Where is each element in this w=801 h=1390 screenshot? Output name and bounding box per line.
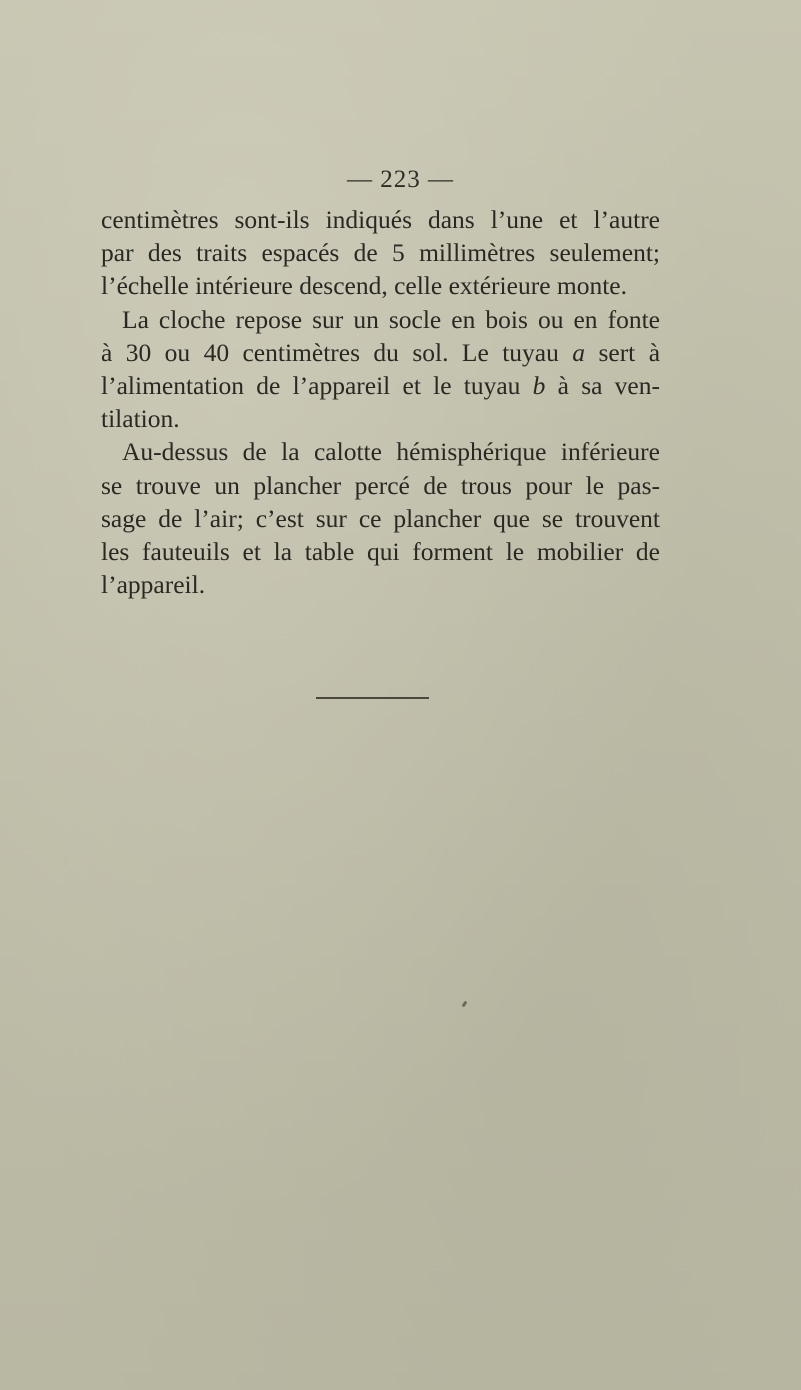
variable-a: a [572, 337, 586, 367]
text-line: l’échelle intérieure descend, celle extérieure monte. [101, 271, 627, 301]
text-line: centimètres sont-ils indiqués dans l’une et l’autre [101, 205, 660, 234]
text-line: Au-dessus de la calotte hémisphérique inférieure [122, 437, 660, 467]
text-segment: sert à [598, 337, 661, 367]
page-number: — 223 — [347, 166, 454, 193]
text-segment: l’alimentation de l’appareil et le tuyau [101, 371, 521, 401]
text-line: les fauteuils et la table qui forment le mobilier de [101, 537, 660, 567]
paper-speck [462, 1001, 468, 1008]
text-line-with-variable [101, 336, 660, 369]
variable-b: b [532, 371, 546, 401]
text-segment: à 30 ou 40 centimètres du sol. Le tuyau [101, 337, 559, 367]
text-segment: à sa ven- [557, 371, 660, 401]
text-line: sage de l’air; c’est sur ce plancher que se trouvent [101, 503, 660, 533]
paragraph-1 [101, 203, 660, 303]
text-line: l’appareil. [101, 570, 206, 600]
text-line: tilation. [101, 404, 180, 434]
text-line: se trouve un plancher percé de trous pour le pas- [101, 470, 660, 500]
paragraph-2 [101, 303, 660, 436]
text-line: par des traits espacés de 5 millimètres seulement; [101, 238, 660, 268]
text-line: La cloche repose sur un socle en bois ou en fonte [122, 304, 660, 334]
paragraph-3 [101, 435, 660, 601]
section-divider [316, 697, 429, 699]
text-line-with-variable [101, 369, 660, 402]
body-text [101, 203, 660, 601]
